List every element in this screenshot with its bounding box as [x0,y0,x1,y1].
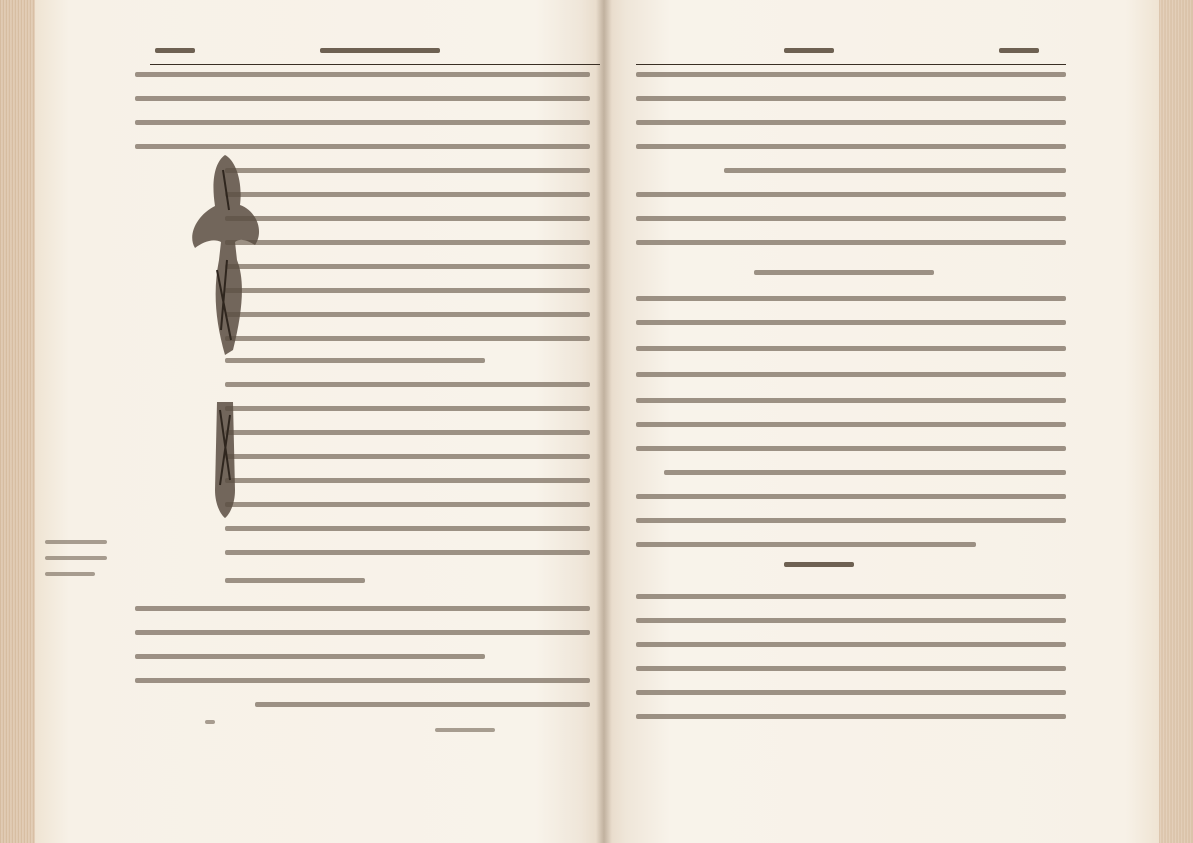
right-text-line-18 [636,494,1066,499]
left-text-line-7 [225,216,590,221]
right-page [604,0,1159,843]
right-text-line-22 [636,618,1066,623]
right-text-line-25 [636,690,1066,695]
right-text-line-26 [636,714,1066,719]
right-text-line-17 [664,470,1066,475]
right-header-rule [636,64,1066,65]
left-page-number-mark [155,48,195,53]
right-running-title-mark [784,48,834,53]
left-text-line-2 [135,96,590,101]
section-heading-mark [784,562,854,567]
left-text-line-20 [225,526,590,531]
right-text-line-21 [636,594,1066,599]
right-text-line-6 [636,192,1066,197]
right-text-line-14 [636,398,1066,403]
right-text-line-19 [636,518,1066,523]
left-text-line-11 [225,312,590,317]
left-text-line-25 [135,654,485,659]
right-text-line-9 [754,270,934,275]
left-text-line-17 [225,454,590,459]
left-text-line-4 [135,144,590,149]
left-text-line-14 [225,382,590,387]
left-text-line-8 [225,240,590,245]
left-page-edges [0,0,35,843]
right-text-line-24 [636,666,1066,671]
left-text-line-6 [225,192,590,197]
right-text-line-20 [636,542,976,547]
right-text-line-11 [636,320,1066,325]
dagger-hilt-illustration [185,150,275,360]
left-page [35,0,604,843]
left-text-line-18 [225,478,590,483]
right-text-line-4 [636,144,1066,149]
left-text-line-21 [225,550,590,555]
left-header-rule [150,64,600,65]
right-text-line-16 [636,446,1066,451]
figure-caption-line-2 [45,556,107,560]
left-text-line-15 [225,406,590,411]
right-text-line-8 [636,240,1066,245]
right-text-line-15 [636,422,1066,427]
left-text-line-5 [225,168,590,173]
right-page-edges [1159,0,1193,843]
left-text-line-1 [135,72,590,77]
right-text-line-13 [636,372,1066,377]
left-text-line-9 [225,264,590,269]
printer-line-mark [435,728,495,732]
left-text-line-16 [225,430,590,435]
left-running-title-mark [320,48,440,53]
right-page-number-mark [999,48,1039,53]
left-text-line-19 [225,502,590,507]
right-text-line-2 [636,96,1066,101]
figure-caption-line-3 [45,572,95,576]
figure-caption-line-1 [45,540,107,544]
right-text-line-5 [724,168,1066,173]
left-text-line-12 [225,336,590,341]
right-text-line-10 [636,296,1066,301]
left-text-line-26 [135,678,590,683]
left-text-line-10 [225,288,590,293]
left-text-line-27 [255,702,590,707]
left-text-line-3 [135,120,590,125]
right-text-line-7 [636,216,1066,221]
left-text-line-23 [135,606,590,611]
right-text-line-1 [636,72,1066,77]
dagger-sheath-illustration [205,400,245,520]
right-text-line-3 [636,120,1066,125]
right-text-line-23 [636,642,1066,647]
left-text-line-24 [135,630,590,635]
left-text-line-22 [225,578,365,583]
book-gutter [596,0,612,843]
signature-mark-glyph [205,720,215,724]
right-text-line-12 [636,346,1066,351]
